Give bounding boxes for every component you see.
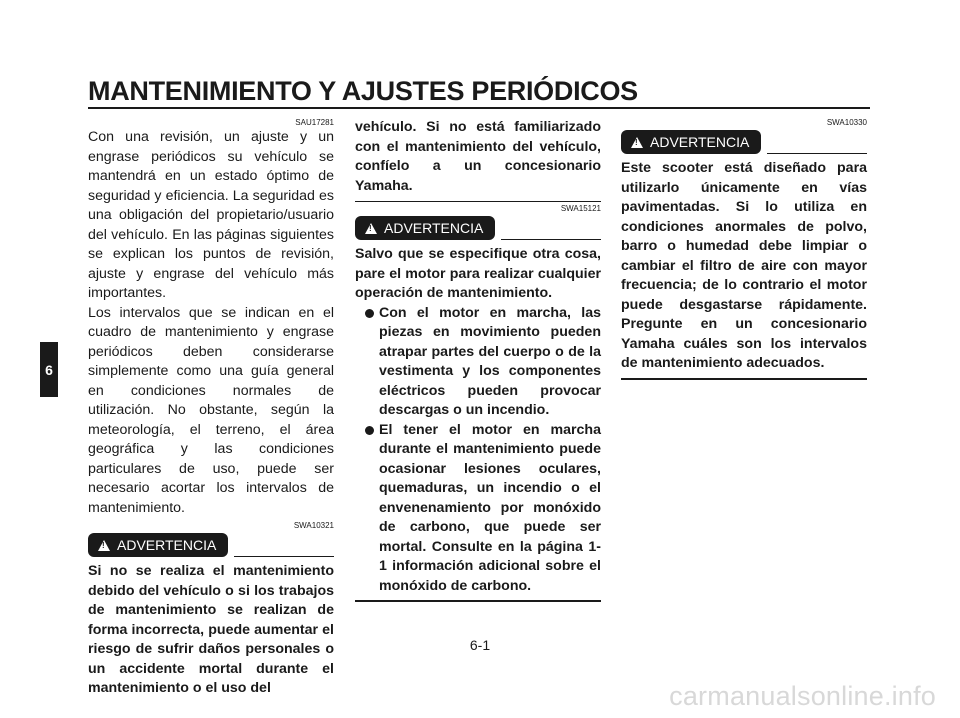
warning-rule <box>767 153 867 154</box>
warning-code: SWA15121 <box>560 204 601 213</box>
warning-end-rule <box>355 600 601 602</box>
warning-bullets <box>355 304 601 597</box>
list-item <box>355 304 601 421</box>
intro-paragraph: Con una revisión, un ajuste y un engrase periódicos su vehículo se mantendrá en un estado óptimo de seguridad y eficiencia. La seguridad es una obligación del propietario/usuario del vehículo. En las páginas siguientes se explican los puntos de revisión, ajuste y engrase del vehículo más importantes. <box>88 129 334 301</box>
warning-badge <box>355 216 495 240</box>
warning-badge <box>88 533 228 557</box>
title-rule <box>88 107 870 109</box>
warning-continuation: vehículo. Si no está familiarizado con el mantenimiento del vehículo, confíelo a un concesionario Yamaha. <box>355 119 601 194</box>
warning-intro: Salvo que se especifique otra cosa, pare el motor para realizar cualquier operación de mantenimiento. <box>355 246 601 301</box>
warning-header <box>355 216 601 240</box>
intervals-paragraph: Los intervalos que se indican en el cuadro de mantenimiento y engrase periódicos deben considerarse simplemente como una guía general en condiciones normales de utilización. No obstante, según la meteorología, el terreno, el área geográfica y las condiciones particulares de uso, puede ser necesario acortar los intervalos de mantenimiento. <box>88 304 334 516</box>
warning-header <box>621 130 867 154</box>
warning-text: Este scooter está diseñado para utilizarlo únicamente en vías pavimentadas. Si lo utiliza en condiciones anormales de polvo, barro o humedad debe limpiar o cambiar el filtro de aire con mayor frecuencia; de lo contrario el motor puede desgastarse rápidamente. Pregunte en un concesionario Yamaha cuáles son los intervalos de mantenimiento adecuados. <box>621 160 867 371</box>
warning-icon: ! <box>365 223 377 234</box>
warning-text: Si no se realiza el mantenimiento debido del vehículo o si los trabajos de mantenimiento se realizan de forma incorrecta, puede aumentar el riesgo de sufrir daños personales o un accidente mortal durante el mantenimiento o el uso del <box>88 563 334 696</box>
warning-label: ADVERTENCIA <box>384 220 484 236</box>
bullet-icon <box>365 426 374 435</box>
bullet-icon <box>365 309 374 318</box>
column-1 <box>88 118 334 699</box>
list-item <box>355 421 601 597</box>
bullet-text: El tener el motor en marcha durante el mantenimiento puede ocasionar lesiones oculares, quemaduras, un incendio o el envenenamiento por monóxido de carbono, que puede ser mortal. Consulte en la página 1-1 información adicional sobre el monóxido de carbono. <box>379 421 601 594</box>
warning-rule <box>234 556 334 557</box>
warning-code: SWA10330 <box>826 118 867 127</box>
warning-end-rule <box>621 378 867 380</box>
warning-code: SWA10321 <box>293 521 334 530</box>
warning-label: ADVERTENCIA <box>650 134 750 150</box>
section-code: SAU17281 <box>295 118 334 127</box>
bullet-text: Con el motor en marcha, las piezas en movimiento pueden atrapar partes del cuerpo o de la vestimenta y los componentes eléctricos pueden provocar descargas o un incendio. <box>379 304 601 418</box>
page-title: MANTENIMIENTO Y AJUSTES PERIÓDICOS <box>88 76 638 106</box>
column-2 <box>355 118 601 602</box>
warning-icon: ! <box>98 540 110 551</box>
page-number: 6-1 <box>469 637 491 653</box>
chapter-tab: 6 <box>40 342 58 397</box>
warning-badge <box>621 130 761 154</box>
warning-icon: ! <box>631 137 643 148</box>
warning-header <box>88 533 334 557</box>
warning-end-rule <box>355 201 601 202</box>
column-3 <box>621 118 867 380</box>
watermark: carmanualsonline.info <box>669 681 936 711</box>
warning-rule <box>501 239 601 240</box>
warning-label: ADVERTENCIA <box>117 537 217 553</box>
